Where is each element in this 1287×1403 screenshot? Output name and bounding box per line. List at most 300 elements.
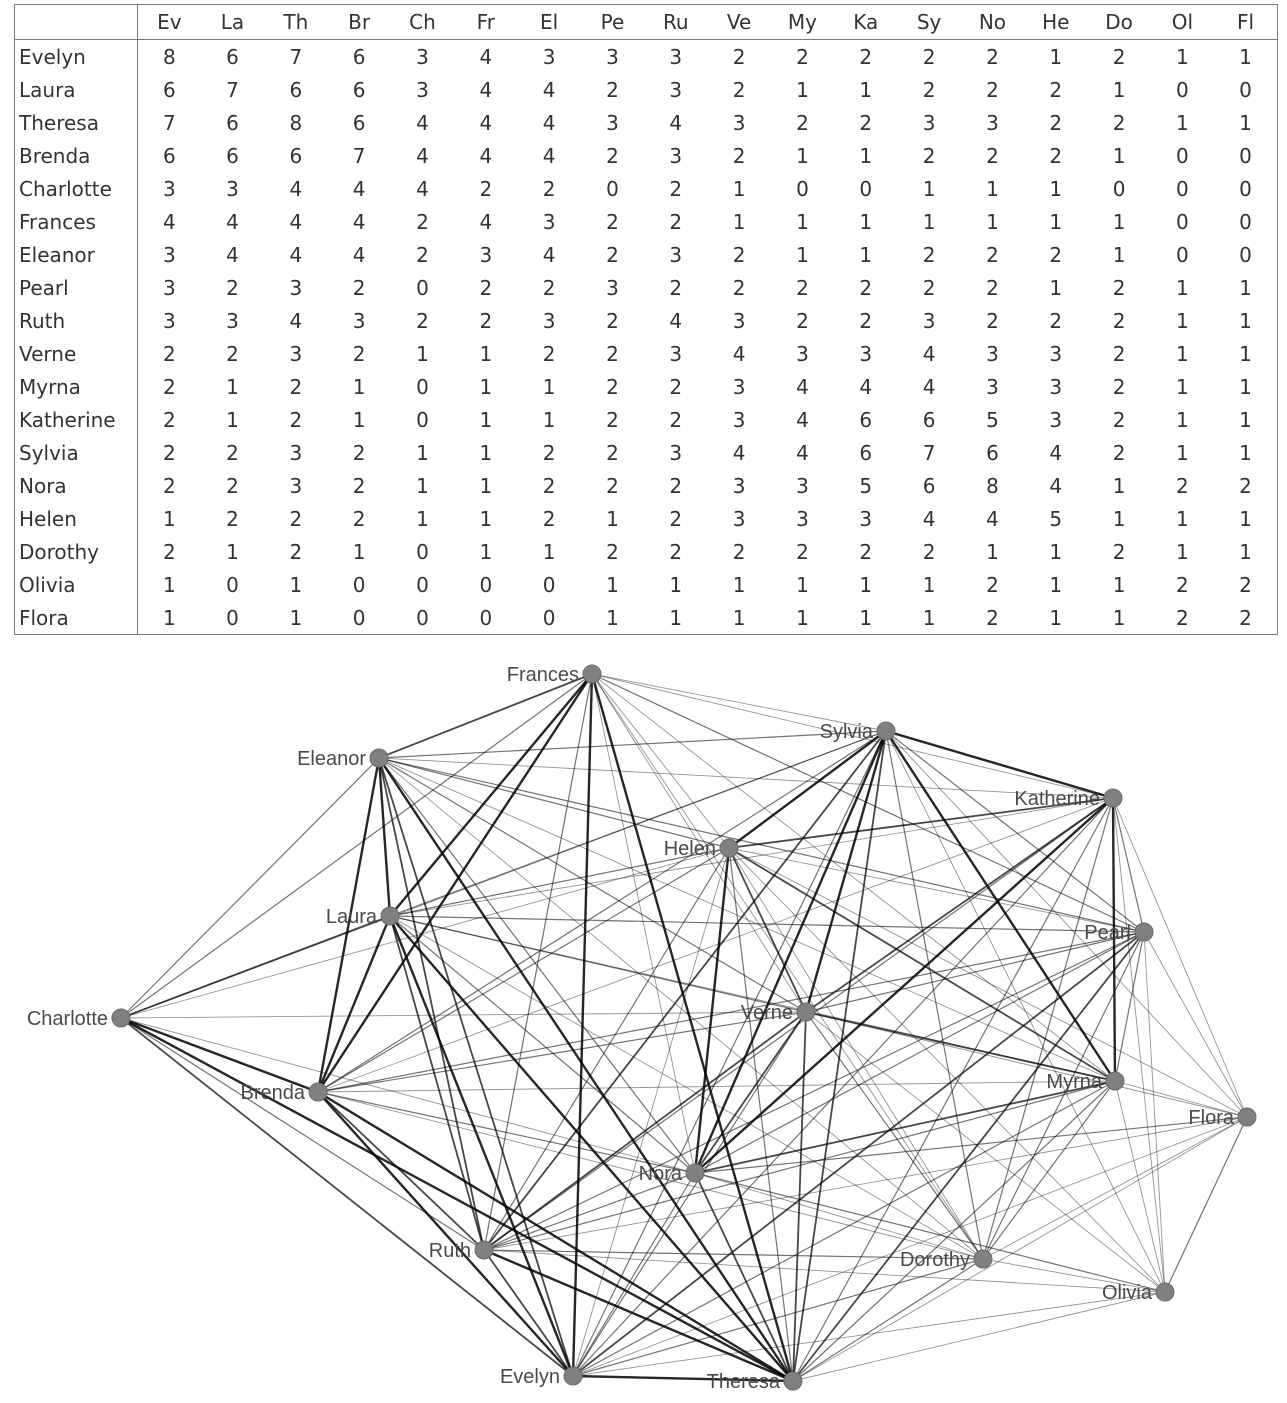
node-sylvia [877,722,895,740]
matrix-cell: 2 [986,77,999,102]
matrix-cell: 3 [163,275,176,300]
matrix-cell: 2 [732,77,746,102]
matrix-cell: 4 [796,407,809,432]
matrix-cell: 3 [1049,407,1063,432]
matrix-cell: 2 [606,209,619,234]
matrix-cell: 1 [922,176,936,201]
matrix-cell: 1 [1239,407,1252,432]
matrix-cell: 1 [732,572,746,597]
edge-laura-frances [390,674,592,916]
matrix-cell: 0 [1176,242,1189,267]
matrix-cell: 2 [922,143,936,168]
matrix-cell: 2 [606,77,619,102]
matrix-cell: 1 [859,242,873,267]
edge-brenda-frances [318,674,592,1092]
matrix-cell: 2 [479,308,493,333]
matrix-cell: 1 [1049,572,1063,597]
matrix-cell: 2 [542,176,556,201]
table-row [15,370,1278,403]
matrix-cell: 3 [226,308,239,333]
matrix-cell: 2 [542,473,556,498]
matrix-cell: 1 [226,374,239,399]
matrix-cell: 2 [859,308,873,333]
matrix-cell: 1 [732,605,746,630]
row-header: Olivia [15,568,138,601]
matrix-cell: 0 [416,605,429,630]
matrix-cell: 2 [732,539,746,564]
matrix-cell: 3 [606,275,619,300]
matrix-cell: 2 [606,539,619,564]
matrix-cell: 1 [1112,242,1126,267]
matrix-cell: 2 [1112,44,1126,69]
matrix-cell: 6 [859,440,873,465]
edge-theresa-charlotte [121,1018,793,1381]
matrix-cell: 0 [1112,176,1126,201]
matrix-cell: 1 [1176,275,1189,300]
matrix-cell: 2 [606,341,619,366]
matrix-cell: 3 [732,110,746,135]
edge-pearl-helen [729,848,1144,932]
matrix-cell: 1 [796,77,809,102]
matrix-cell: 0 [859,176,873,201]
matrix-cell: 3 [416,77,429,102]
matrix-cell: 3 [669,341,683,366]
node-evelyn [564,1367,582,1385]
matrix-cell: 6 [289,77,303,102]
node-olivia [1156,1283,1174,1301]
matrix-cell: 4 [479,44,493,69]
matrix-cell: 7 [226,77,239,102]
column-header: Ka [834,5,897,40]
node-label-dorothy: Dorothy [899,1249,970,1271]
matrix-cell: 6 [163,77,176,102]
matrix-cell: 1 [1176,308,1189,333]
matrix-cell: 2 [1176,473,1189,498]
edge-nora-helen [695,848,729,1173]
matrix-cell: 4 [796,374,809,399]
matrix-cell: 3 [163,308,176,333]
edge-charlotte-frances [121,674,592,1018]
matrix-cell: 4 [226,209,239,234]
row-header: Brenda [15,139,138,172]
matrix-cell: 6 [986,440,999,465]
table-row [15,73,1278,106]
matrix-cell: 3 [416,44,429,69]
node-label-helen: Helen [663,838,716,860]
column-header: Fl [1214,5,1277,40]
matrix-cell: 1 [859,143,873,168]
matrix-cell: 1 [479,374,493,399]
matrix-table [14,4,1278,635]
edge-layer [121,674,1247,1381]
matrix-cell: 2 [226,506,239,531]
matrix-cell: 2 [542,506,556,531]
node-eleanor [370,749,388,767]
matrix-cell: 2 [352,440,366,465]
matrix-cell: 1 [796,209,809,234]
matrix-cell: 2 [1176,572,1189,597]
node-label-evelyn: Evelyn [499,1366,560,1388]
matrix-cell: 1 [479,506,493,531]
matrix-cell: 1 [1112,572,1126,597]
matrix-cell: 2 [986,143,999,168]
edge-frances-eleanor [379,674,592,758]
node-theresa [784,1372,802,1390]
matrix-cell: 2 [226,473,239,498]
matrix-cell: 1 [479,440,493,465]
matrix-cell: 2 [669,473,683,498]
matrix-cell: 2 [352,473,366,498]
matrix-cell: 1 [1049,209,1063,234]
matrix-cell: 2 [986,572,999,597]
node-pearl [1135,923,1153,941]
matrix-cell: 4 [732,440,746,465]
matrix-cell: 0 [352,605,366,630]
matrix-cell: 1 [1239,275,1252,300]
matrix-cell: 3 [1049,374,1063,399]
matrix-cell: 2 [669,407,683,432]
matrix-cell: 1 [1112,506,1126,531]
matrix-cell: 2 [606,374,619,399]
matrix-cell: 1 [352,374,366,399]
matrix-cell: 3 [669,143,683,168]
matrix-cell: 4 [859,374,873,399]
matrix-cell: 7 [163,110,176,135]
matrix-cell: 3 [289,275,303,300]
matrix-cell: 3 [289,473,303,498]
matrix-cell: 3 [796,341,809,366]
node-nora [686,1164,704,1182]
matrix-cell: 2 [1112,374,1126,399]
co-membership-matrix [14,4,1278,628]
matrix-cell: 6 [226,143,239,168]
matrix-cell: 1 [1112,209,1126,234]
edge-eleanor-myrna [379,758,1115,1081]
matrix-cell: 2 [289,407,303,432]
table-row [15,304,1278,337]
matrix-cell: 0 [1176,209,1189,234]
edge-nora-dorothy [695,1173,983,1259]
matrix-cell: 1 [796,605,809,630]
matrix-cell: 4 [289,242,303,267]
matrix-cell: 1 [986,176,999,201]
table-row [15,403,1278,436]
matrix-corner-cell [15,5,138,40]
matrix-cell: 2 [1112,407,1126,432]
edge-laura-dorothy [390,916,983,1259]
matrix-header-row [15,5,1278,40]
matrix-cell: 1 [416,506,429,531]
matrix-cell: 8 [289,110,303,135]
matrix-cell: 2 [1112,275,1126,300]
matrix-cell: 3 [542,209,556,234]
row-header: Ruth [15,304,138,337]
matrix-cell: 2 [479,275,493,300]
matrix-cell: 2 [163,341,176,366]
matrix-cell: 3 [986,341,999,366]
matrix-cell: 2 [922,539,936,564]
row-header: Pearl [15,271,138,304]
node-brenda [309,1083,327,1101]
edge-laura-brenda [318,916,390,1092]
matrix-cell: 3 [226,176,239,201]
edge-eleanor-katherine [379,758,1113,798]
matrix-cell: 3 [986,110,999,135]
matrix-cell: 4 [796,440,809,465]
matrix-cell: 1 [859,605,873,630]
network-canvas [0,640,1287,1403]
edge-katherine-flora [1113,798,1247,1117]
column-header: Fr [454,5,517,40]
matrix-cell: 2 [859,110,873,135]
edge-katherine-olivia [1113,798,1165,1292]
matrix-cell: 6 [289,143,303,168]
matrix-cell: 0 [542,605,556,630]
matrix-cell: 1 [1176,440,1189,465]
matrix-cell: 1 [479,341,493,366]
matrix-cell: 2 [1049,77,1063,102]
edge-nora-flora [695,1117,1247,1173]
matrix-cell: 2 [796,275,809,300]
edge-evelyn-myrna [573,1081,1115,1376]
matrix-cell: 1 [289,605,303,630]
matrix-cell: 4 [542,242,556,267]
edge-myrna-helen [729,848,1115,1081]
matrix-cell: 1 [542,407,556,432]
node-label-eleanor: Eleanor [297,748,366,770]
matrix-cell: 0 [416,572,429,597]
matrix-cell: 0 [1176,77,1189,102]
matrix-cell: 3 [542,308,556,333]
matrix-cell: 0 [479,572,493,597]
node-label-charlotte: Charlotte [26,1008,108,1030]
edge-charlotte-nora [121,1018,695,1173]
matrix-cell: 1 [606,506,619,531]
matrix-cell: 3 [922,308,936,333]
matrix-cell: 2 [542,440,556,465]
matrix-cell: 0 [606,176,619,201]
matrix-cell: 3 [163,176,176,201]
matrix-cell: 2 [922,242,936,267]
matrix-cell: 0 [1176,176,1189,201]
column-header: Ch [391,5,454,40]
matrix-cell: 4 [922,506,936,531]
row-header: Evelyn [15,40,138,74]
matrix-cell: 2 [986,242,999,267]
matrix-cell: 6 [922,473,936,498]
matrix-cell: 1 [1112,77,1126,102]
edge-pearl-sylvia [886,731,1144,932]
column-header: Ev [138,5,201,40]
matrix-cell: 1 [606,605,619,630]
edge-charlotte-ruth [121,1018,484,1250]
edge-myrna-olivia [1115,1081,1165,1292]
node-label-frances: Frances [506,664,579,686]
matrix-cell: 1 [986,209,999,234]
matrix-cell: 0 [1239,77,1252,102]
matrix-cell: 2 [1239,572,1252,597]
node-ruth [475,1241,493,1259]
matrix-cell: 1 [542,539,556,564]
row-header: Sylvia [15,436,138,469]
matrix-cell: 2 [796,308,809,333]
matrix-cell: 2 [922,44,936,69]
node-katherine [1104,789,1122,807]
matrix-cell: 0 [1176,143,1189,168]
node-flora [1238,1108,1256,1126]
matrix-cell: 6 [922,407,936,432]
edge-theresa-pearl [793,932,1144,1381]
matrix-cell: 3 [796,506,809,531]
matrix-cell: 2 [1112,110,1126,135]
edge-eleanor-verne [379,758,806,1012]
matrix-cell: 2 [922,77,936,102]
matrix-cell: 4 [922,374,936,399]
matrix-cell: 2 [226,275,239,300]
matrix-cell: 1 [163,506,176,531]
matrix-cell: 2 [289,506,303,531]
matrix-cell: 6 [226,110,239,135]
table-row [15,40,1278,74]
matrix-cell: 2 [226,440,239,465]
matrix-cell: 2 [1176,605,1189,630]
matrix-cell: 5 [986,407,999,432]
matrix-cell: 6 [859,407,873,432]
matrix-cell: 0 [416,374,429,399]
matrix-cell: 2 [986,308,999,333]
matrix-cell: 3 [732,473,746,498]
matrix-cell: 1 [922,605,936,630]
matrix-cell: 1 [163,572,176,597]
matrix-cell: 4 [479,209,493,234]
matrix-cell: 0 [226,605,239,630]
node-layer [112,665,1256,1390]
node-frances [583,665,601,683]
matrix-cell: 0 [1239,176,1252,201]
matrix-cell: 2 [732,242,746,267]
matrix-cell: 1 [1239,506,1252,531]
matrix-cell: 4 [542,77,556,102]
table-row [15,172,1278,205]
node-label-ruth: Ruth [428,1240,471,1262]
matrix-cell: 0 [1239,242,1252,267]
matrix-cell: 2 [796,110,809,135]
matrix-cell: 1 [922,572,936,597]
edge-frances-nora [592,674,695,1173]
matrix-cell: 3 [352,308,366,333]
matrix-cell: 4 [1049,473,1063,498]
matrix-cell: 1 [542,374,556,399]
matrix-cell: 1 [1239,374,1252,399]
row-header: Theresa [15,106,138,139]
column-header: My [771,5,834,40]
matrix-cell: 6 [352,77,366,102]
node-laura [381,907,399,925]
matrix-cell: 0 [416,275,429,300]
matrix-body [15,40,1278,635]
column-header: Th [264,5,327,40]
edge-olivia-flora [1165,1117,1247,1292]
edge-charlotte-eleanor [121,758,379,1018]
matrix-cell: 4 [479,77,493,102]
matrix-cell: 0 [416,539,429,564]
matrix-cell: 2 [352,341,366,366]
matrix-cell: 2 [606,242,619,267]
matrix-cell: 1 [1176,341,1189,366]
matrix-cell: 1 [479,539,493,564]
matrix-cell: 3 [669,44,683,69]
matrix-cell: 2 [163,473,176,498]
matrix-cell: 1 [1049,539,1063,564]
matrix-cell: 2 [859,44,873,69]
matrix-cell: 2 [1049,308,1063,333]
matrix-cell: 2 [542,275,556,300]
column-header: El [517,5,580,40]
matrix-cell: 1 [416,440,429,465]
matrix-cell: 2 [669,374,683,399]
table-row [15,139,1278,172]
matrix-cell: 3 [606,44,619,69]
node-dorothy [974,1250,992,1268]
matrix-cell: 6 [352,110,366,135]
table-row [15,535,1278,568]
column-header: La [201,5,264,40]
matrix-cell: 1 [1176,374,1189,399]
matrix-cell: 1 [1049,605,1063,630]
matrix-cell: 2 [669,176,683,201]
matrix-cell: 2 [606,473,619,498]
matrix-cell: 7 [922,440,936,465]
edge-pearl-olivia [1144,932,1165,1292]
matrix-cell: 2 [1049,242,1063,267]
row-header: Helen [15,502,138,535]
node-label-verne: Verne [740,1002,793,1024]
matrix-cell: 0 [352,572,366,597]
matrix-cell: 4 [479,110,493,135]
matrix-cell: 2 [606,407,619,432]
matrix-cell: 3 [606,110,619,135]
node-helen [720,839,738,857]
matrix-cell: 5 [859,473,873,498]
matrix-cell: 1 [226,407,239,432]
matrix-cell: 1 [416,473,429,498]
matrix-cell: 1 [1239,539,1252,564]
matrix-cell: 4 [479,143,493,168]
matrix-cell: 8 [163,44,176,69]
matrix-cell: 2 [606,308,619,333]
edge-sylvia-nora [695,731,886,1173]
matrix-cell: 1 [1112,473,1126,498]
matrix-cell: 1 [859,209,873,234]
matrix-cell: 2 [226,341,239,366]
matrix-cell: 4 [542,143,556,168]
column-header: Ol [1151,5,1214,40]
edge-verne-helen [729,848,806,1012]
matrix-cell: 1 [1239,308,1252,333]
matrix-cell: 3 [796,473,809,498]
matrix-cell: 1 [1112,143,1126,168]
matrix-cell: 3 [1049,341,1063,366]
node-label-myrna: Myrna [1046,1071,1102,1093]
column-header: No [961,5,1024,40]
matrix-cell: 0 [796,176,809,201]
matrix-cell: 2 [796,539,809,564]
node-label-laura: Laura [325,906,377,928]
matrix-cell: 2 [986,44,999,69]
table-row [15,436,1278,469]
matrix-cell: 2 [986,275,999,300]
table-row [15,502,1278,535]
